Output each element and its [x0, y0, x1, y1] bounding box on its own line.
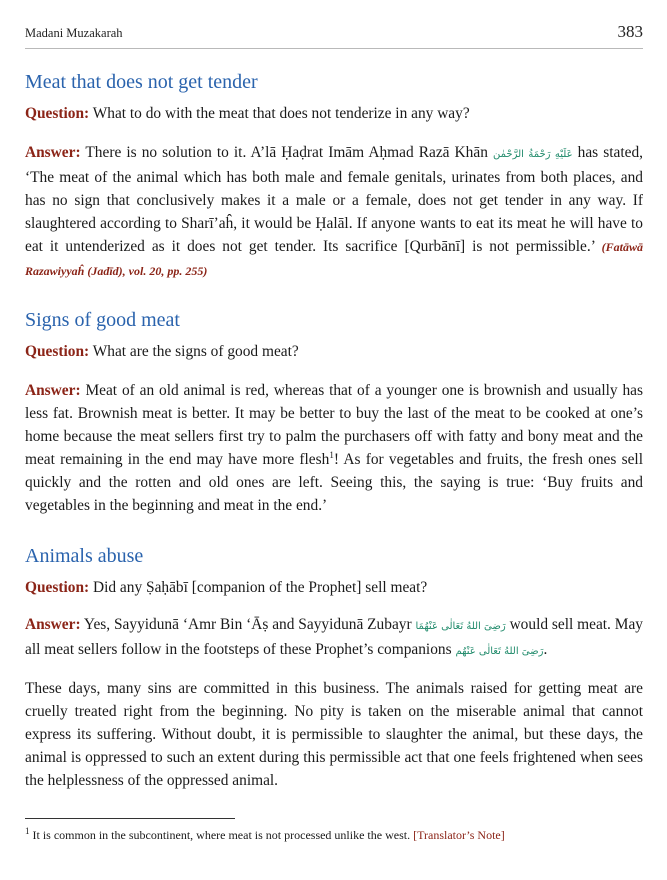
question-label: Question:	[25, 579, 90, 596]
section-heading-signs-good-meat: Signs of good meat	[25, 309, 180, 331]
answer-text: Meat of an old animal is red, whereas that of a younger one is brownish and usually has less fat. Brownish meat is better. It may be better to buy the last of the meat to be cooked at one’s home because the meat sellers first try to palm the purchasers off with fatty and bony meat and the meat remaining in the end may have more flesh	[25, 382, 643, 468]
answer-label: Answer:	[25, 144, 81, 161]
body-paragraph: These days, many sins are committed in this business. The animals raised for getting meat are cruelly treated right from the beginning. No pity is taken on the miserable animal that cannot express its suffering. Without doubt, it is permissible to slaughter the animal, but these days, the animal is oppressed to such an extent during this permissible act that one feels frightened when sees the helplessness of the oppressed animal.	[25, 680, 643, 789]
question-label: Question:	[25, 343, 90, 360]
answer-text-end: .	[543, 641, 548, 658]
answer-paragraph	[25, 379, 643, 517]
question-text: What are the signs of good meat?	[92, 343, 299, 360]
answer-label: Answer:	[25, 382, 81, 399]
question-paragraph	[25, 576, 643, 599]
answer-text-continued: would sell meat. May all meat sellers follow in the footsteps of these Prophet’s companions	[25, 616, 643, 658]
honorific-script-plural: رَضِیَ اللهُ تَعَالٰی عَنْهُم	[455, 646, 544, 657]
question-paragraph	[25, 340, 643, 363]
footnote-reference: 1	[329, 449, 334, 460]
footnote-mark: 1	[25, 826, 30, 836]
answer-text-continued: has stated, ‘The meat of the animal which has both male and female genitals, urinates from both places, and has no sign that conclusively makes it a male or a female, does not get tender in any way. If slaughtered according to Sharī’aĥ, it would be Ḥalāl. If anyone wants to eat its meat he will have to eat it untenderized as it does not get tender. Its sacrifice [Qurbānī] is not permissible.’	[25, 144, 643, 255]
running-header	[25, 0, 643, 49]
page-number: 383	[617, 22, 643, 41]
reference-citation: (Fatāwā Razawiyyaĥ (Jadīd), vol. 20, pp. 255)	[25, 240, 643, 278]
question-paragraph	[25, 102, 643, 125]
answer-text: There is no solution to it. A’lā Ḥaḍrat Imām Aḥmad Razā Khān	[85, 144, 488, 161]
section-heading-meat-tender: Meat that does not get tender	[25, 71, 258, 93]
answer-label: Answer:	[25, 616, 81, 633]
translator-note: [Translator’s Note]	[413, 828, 505, 842]
section-heading-animals-abuse: Animals abuse	[25, 545, 144, 567]
footnote-text: It is common in the subcontinent, where meat is not processed unlike the west.	[32, 828, 411, 842]
honorific-script: رَضِیَ اللهُ تَعَالٰی عَنْهُمَا	[415, 621, 506, 632]
answer-paragraph	[25, 141, 643, 283]
answer-text: Yes, Sayyidunā ‘Amr Bin ‘Āṣ and Sayyidunā Zubayr	[83, 616, 412, 633]
answer-paragraph	[25, 613, 643, 663]
honorific-script: عَلَیْهِ رَحْمَةُ الرَّحْمٰن	[493, 149, 573, 160]
footnote-divider	[25, 818, 235, 819]
question-label: Question:	[25, 105, 90, 122]
running-title: Madani Muzakarah	[25, 26, 123, 40]
answer-text-continued: ! As for vegetables and fruits, the fresh ones sell quickly and the rotten and old ones are left. Seeing this, the saying is true: ‘Buy fruits and vegetables in the beginning and meat in the end.’	[25, 451, 643, 514]
question-text: What to do with the meat that does not tenderize in any way?	[92, 105, 470, 122]
footnote	[25, 827, 643, 843]
question-text: Did any Ṣaḥābī [companion of the Prophet] sell meat?	[93, 579, 428, 596]
